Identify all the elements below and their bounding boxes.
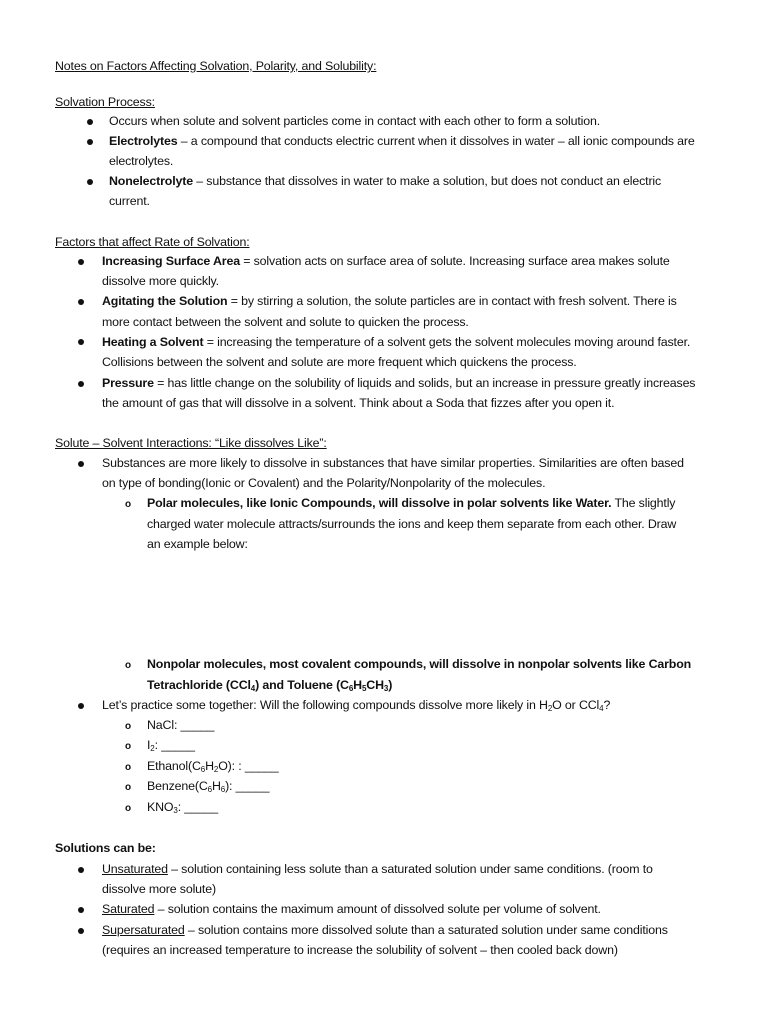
bullet-icon xyxy=(78,461,84,467)
rate-item-4: Pressure = has little change on the solubility of liquids and solids, but an increase in pressure greatly increases xyxy=(102,376,696,390)
solvation-item-2: Electrolytes – a compound that conducts electric current when it dissolves in water – all ionic compounds are xyxy=(109,134,695,148)
bullet-icon xyxy=(78,339,84,345)
solutions-item-1: Unsaturated – solution containing less solute than a saturated solution under same conditions. (room to xyxy=(102,862,653,876)
solvation-item-2-cont: electrolytes. xyxy=(109,154,174,168)
solutions-item-1-cont: dissolve more solute) xyxy=(102,882,216,896)
question-ethanol: $Ethanol(C_6H_2O)$: : _____ xyxy=(147,759,279,774)
bullet-icon xyxy=(78,928,84,934)
bullet-icon xyxy=(78,867,84,873)
rate-heading: Factors that affect Rate of Solvation: xyxy=(55,235,250,249)
solutions-item-2: Saturated – solution contains the maximum amount of dissolved solute per volume of solvent. xyxy=(102,902,601,916)
solvation-item-3: Nonelectrolyte – substance that dissolves in water to make a solution, but does not conduct an electric xyxy=(109,174,662,188)
rate-item-1-cont: dissolve more quickly. xyxy=(102,274,219,288)
polar-item-cont-2: an example below: xyxy=(147,537,248,551)
page-title: Notes on Factors Affecting Solvation, Polarity, and Solubility: xyxy=(55,59,377,73)
nonpolar-item: Nonpolar molecules, most covalent compounds, will dissolve in nonpolar solvents like Carbon xyxy=(147,657,692,671)
rate-item-2-cont: more contact between the solvent and solute to quicken the process. xyxy=(102,315,469,329)
rate-item-3: Heating a Solvent = increasing the temperature of a solvent gets the solvent molecules moving around faster. xyxy=(102,335,691,349)
solutions-item-3-cont: (requires an increased temperature to increase the solubility of solvent – then cooled back down) xyxy=(102,943,618,957)
bullet-icon xyxy=(78,299,84,305)
bullet-icon xyxy=(78,381,84,387)
solvation-heading: Solvation Process: xyxy=(55,95,155,109)
sub-bullet-icon: o xyxy=(125,499,132,510)
interactions-heading: Solute – Solvent Interactions: “Like dissolves Like”: xyxy=(55,436,327,450)
polar-item: Polar molecules, like Ionic Compounds, will dissolve in polar solvents like Water. The slightly xyxy=(147,496,676,510)
bullet-icon xyxy=(78,703,84,709)
question-kno3: $KNO_3$: _____ xyxy=(147,800,219,815)
question-i2: $I_2$: _____ xyxy=(147,738,195,753)
solvation-item-1: Occurs when solute and solvent particles come in contact with each other to form a solution. xyxy=(109,114,601,128)
sub-bullet-icon: o xyxy=(125,741,132,752)
question-benzene: $Benzene(C_6H_6)$: _____ xyxy=(147,779,270,794)
solutions-item-3: Supersaturated – solution contains more dissolved solute than a saturated solution under same conditions xyxy=(102,923,668,937)
sub-bullet-icon: o xyxy=(125,762,132,773)
sub-bullet-icon: o xyxy=(125,721,132,732)
solutions-heading: Solutions can be: xyxy=(55,841,156,855)
bullet-icon xyxy=(87,139,93,145)
rate-item-1: Increasing Surface Area = solvation acts on surface area of solute. Increasing surface area makes solute xyxy=(102,254,670,268)
sub-bullet-icon: o xyxy=(125,782,132,793)
solvation-item-3-cont: current. xyxy=(109,194,150,208)
nonpolar-item-cont: Tetrachloride (CCl$_4$) and Toluene $(C_6H_5CH_3)$ xyxy=(147,678,393,693)
rate-item-4-cont: the amount of gas that will dissolve in a solvent. Think about a Soda that fizzes after you open it. xyxy=(102,396,615,410)
sub-bullet-icon: o xyxy=(125,803,132,814)
sub-bullet-icon: o xyxy=(125,660,132,671)
question-nacl: NaCl: _____ xyxy=(147,718,215,732)
interactions-item-1-cont: on type of bonding(Ionic or Covalent) and the Polarity/Nonpolarity of the molecules. xyxy=(102,476,546,490)
bullet-icon xyxy=(78,259,84,265)
interactions-item-1: Substances are more likely to dissolve in substances that have similar properties. Similarities are often based xyxy=(102,456,684,470)
bullet-icon xyxy=(78,907,84,913)
bullet-icon xyxy=(87,119,93,125)
practice-item: Let’s practice some together: Will the following compounds dissolve more likely in $H_2O$ or CCl$_4$? xyxy=(102,698,611,713)
bullet-icon xyxy=(87,179,93,185)
rate-item-3-cont: Collisions between the solvent and solute are more frequent which quickens the process. xyxy=(102,355,577,369)
rate-item-2: Agitating the Solution = by stirring a solution, the solute particles are in contact with fresh solvent. There is xyxy=(102,294,677,308)
polar-item-cont-1: charged water molecule attracts/surrounds the ions and keep them separate from each other. Draw xyxy=(147,517,677,531)
